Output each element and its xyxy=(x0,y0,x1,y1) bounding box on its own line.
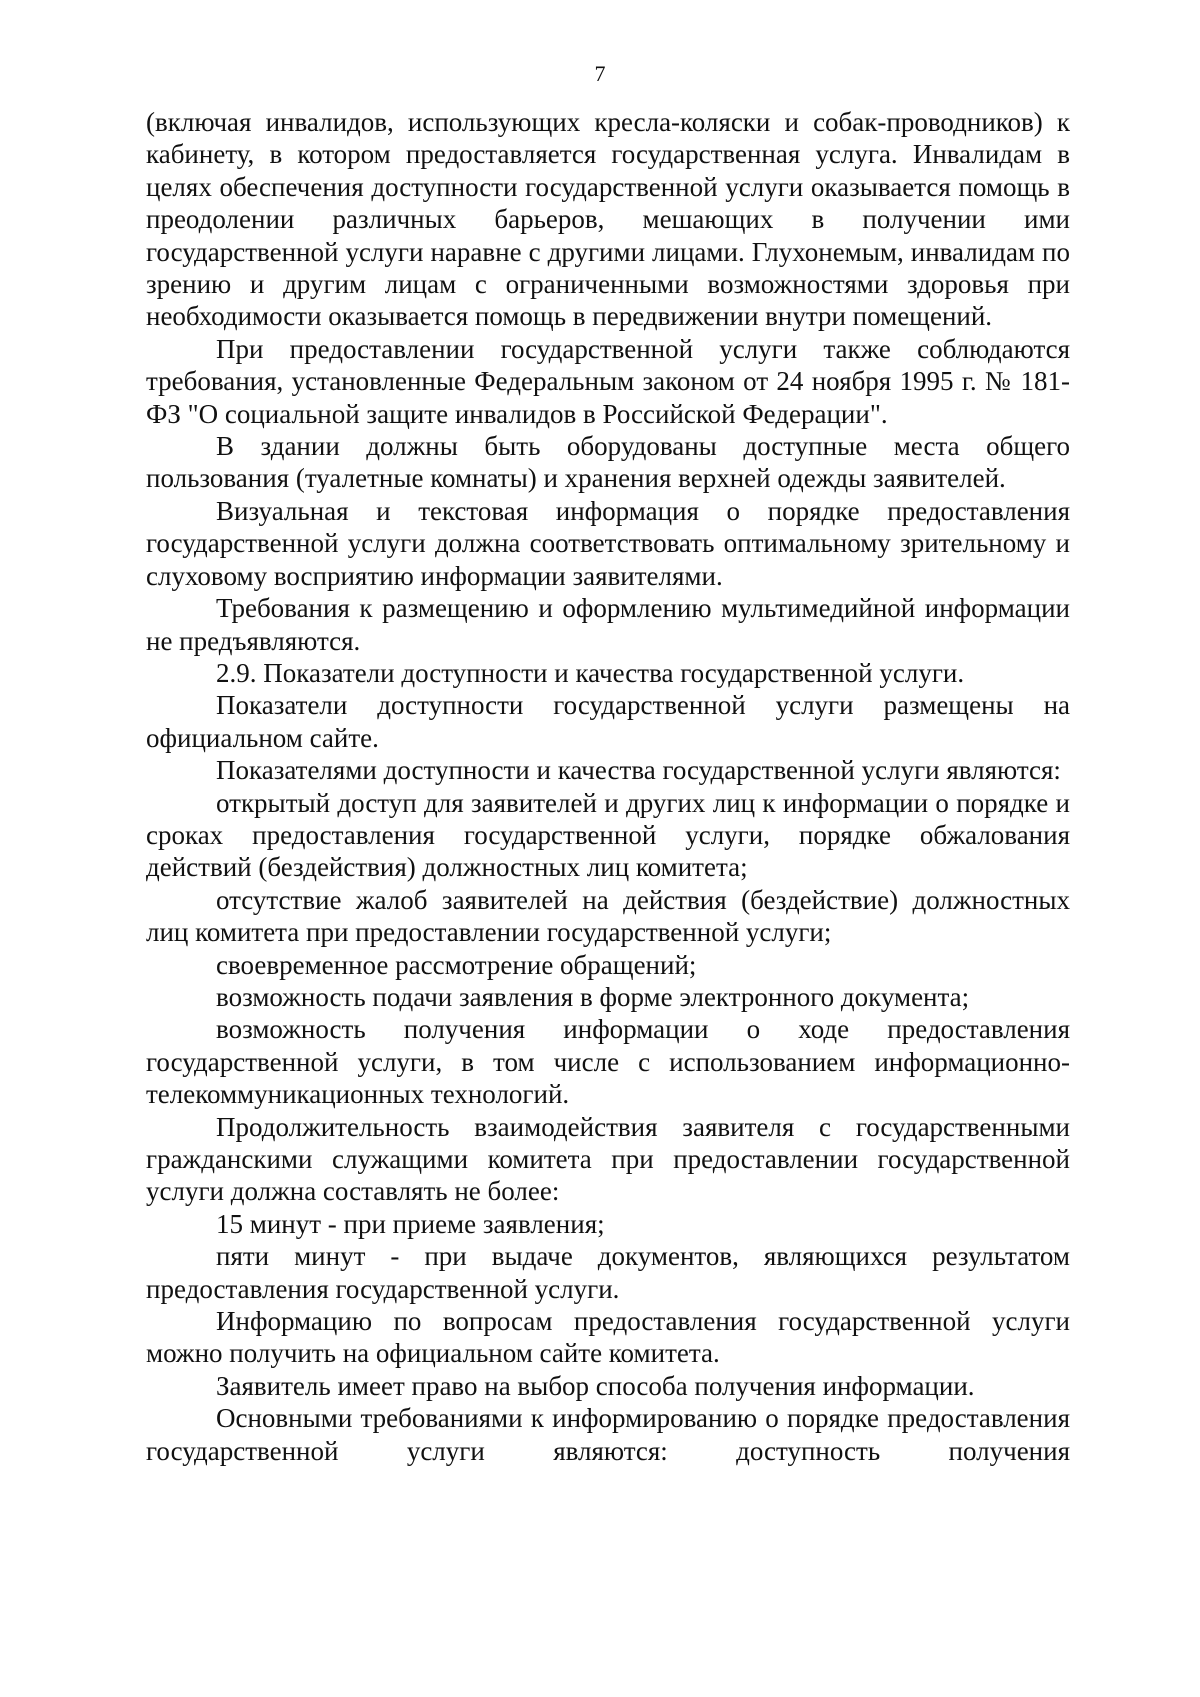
list-item-electronic-application: возможность подачи заявления в форме электронного документа; xyxy=(216,981,970,1012)
paragraph-indicators-site: Показатели доступности государственной услуги размещены на официальном сайте. xyxy=(146,690,1070,753)
paragraph-info-on-site: Информацию по вопросам предоставления государственной услуги можно получить на официальном сайте комитета. xyxy=(146,1306,1070,1369)
list-item-progress-info: возможность получения информации о ходе предоставления государственной услуги, в том числе с использованием информационно-телекоммуникационных технологий. xyxy=(146,1014,1070,1110)
paragraph-building-facilities: В здании должны быть оборудованы доступные места общего пользования (туалетные комнаты) и хранения верхней одежды заявителей. xyxy=(146,431,1070,494)
list-item-no-complaints: отсутствие жалоб заявителей на действия (бездействие) должностных лиц комитета при предоставлении государственной услуги; xyxy=(146,884,1070,948)
paragraph-indicators-are: Показателями доступности и качества государственной услуги являются: xyxy=(216,755,1061,786)
paragraph-visual-info: Визуальная и текстовая информация о порядке предоставления государственной услуги должна соответствовать оптимальному зрительному и слуховому восприятию информации заявителями. xyxy=(146,495,1070,591)
list-item-15-minutes: 15 минут - при приеме заявления; xyxy=(216,1208,605,1239)
paragraph-interaction-duration: Продолжительность взаимодействия заявителя с государственными гражданскими служащими комитета при предоставлении государственной услуги должна составлять не более: xyxy=(146,1111,1070,1207)
paragraph-main-requirements: Основными требованиями к информированию о порядке предоставления государственной услуги являются: доступность получения xyxy=(146,1403,1070,1466)
list-item-5-minutes: пяти минут - при выдаче документов, являющихся результатом предоставления государственной услуги. xyxy=(146,1241,1070,1304)
paragraph-federal-law: При предоставлении государственной услуги также соблюдаются требования, установленные Федеральным законом от 24 ноября 1995 г. № 181-ФЗ "О социальной защите инвалидов в Российской Федерации". xyxy=(146,333,1070,429)
list-item-timely-review: своевременное рассмотрение обращений; xyxy=(216,949,697,980)
paragraph-multimedia: Требования к размещению и оформлению мультимедийной информации не предъявляются. xyxy=(146,593,1070,656)
document-body xyxy=(146,106,1070,1467)
section-heading-2-9: 2.9. Показатели доступности и качества государственной услуги. xyxy=(216,657,965,688)
paragraph-choice-of-method: Заявитель имеет право на выбор способа получения информации. xyxy=(216,1370,975,1401)
list-item-open-access: открытый доступ для заявителей и других лиц к информации о порядке и сроках предоставления государственной услуги, порядке обжалования действий (бездействия) должностных лиц комитета; xyxy=(146,787,1070,883)
paragraph-accessibility-assistance: (включая инвалидов, использующих кресла-коляски и собак-проводников) к кабинету, в котором предоставляется государственная услуга. Инвалидам в целях обеспечения доступности государственной услуги оказывается помощь в преодолении различных барьеров, мешающих в получении ими государственной услуги наравне с другими лицами. Глухонемым, инвалидам по зрению и другим лицам с ограниченными возможностями здоровья при необходимости оказывается помощь в передвижении внутри помещений. xyxy=(146,107,1070,332)
page-number: 7 xyxy=(594,61,606,86)
